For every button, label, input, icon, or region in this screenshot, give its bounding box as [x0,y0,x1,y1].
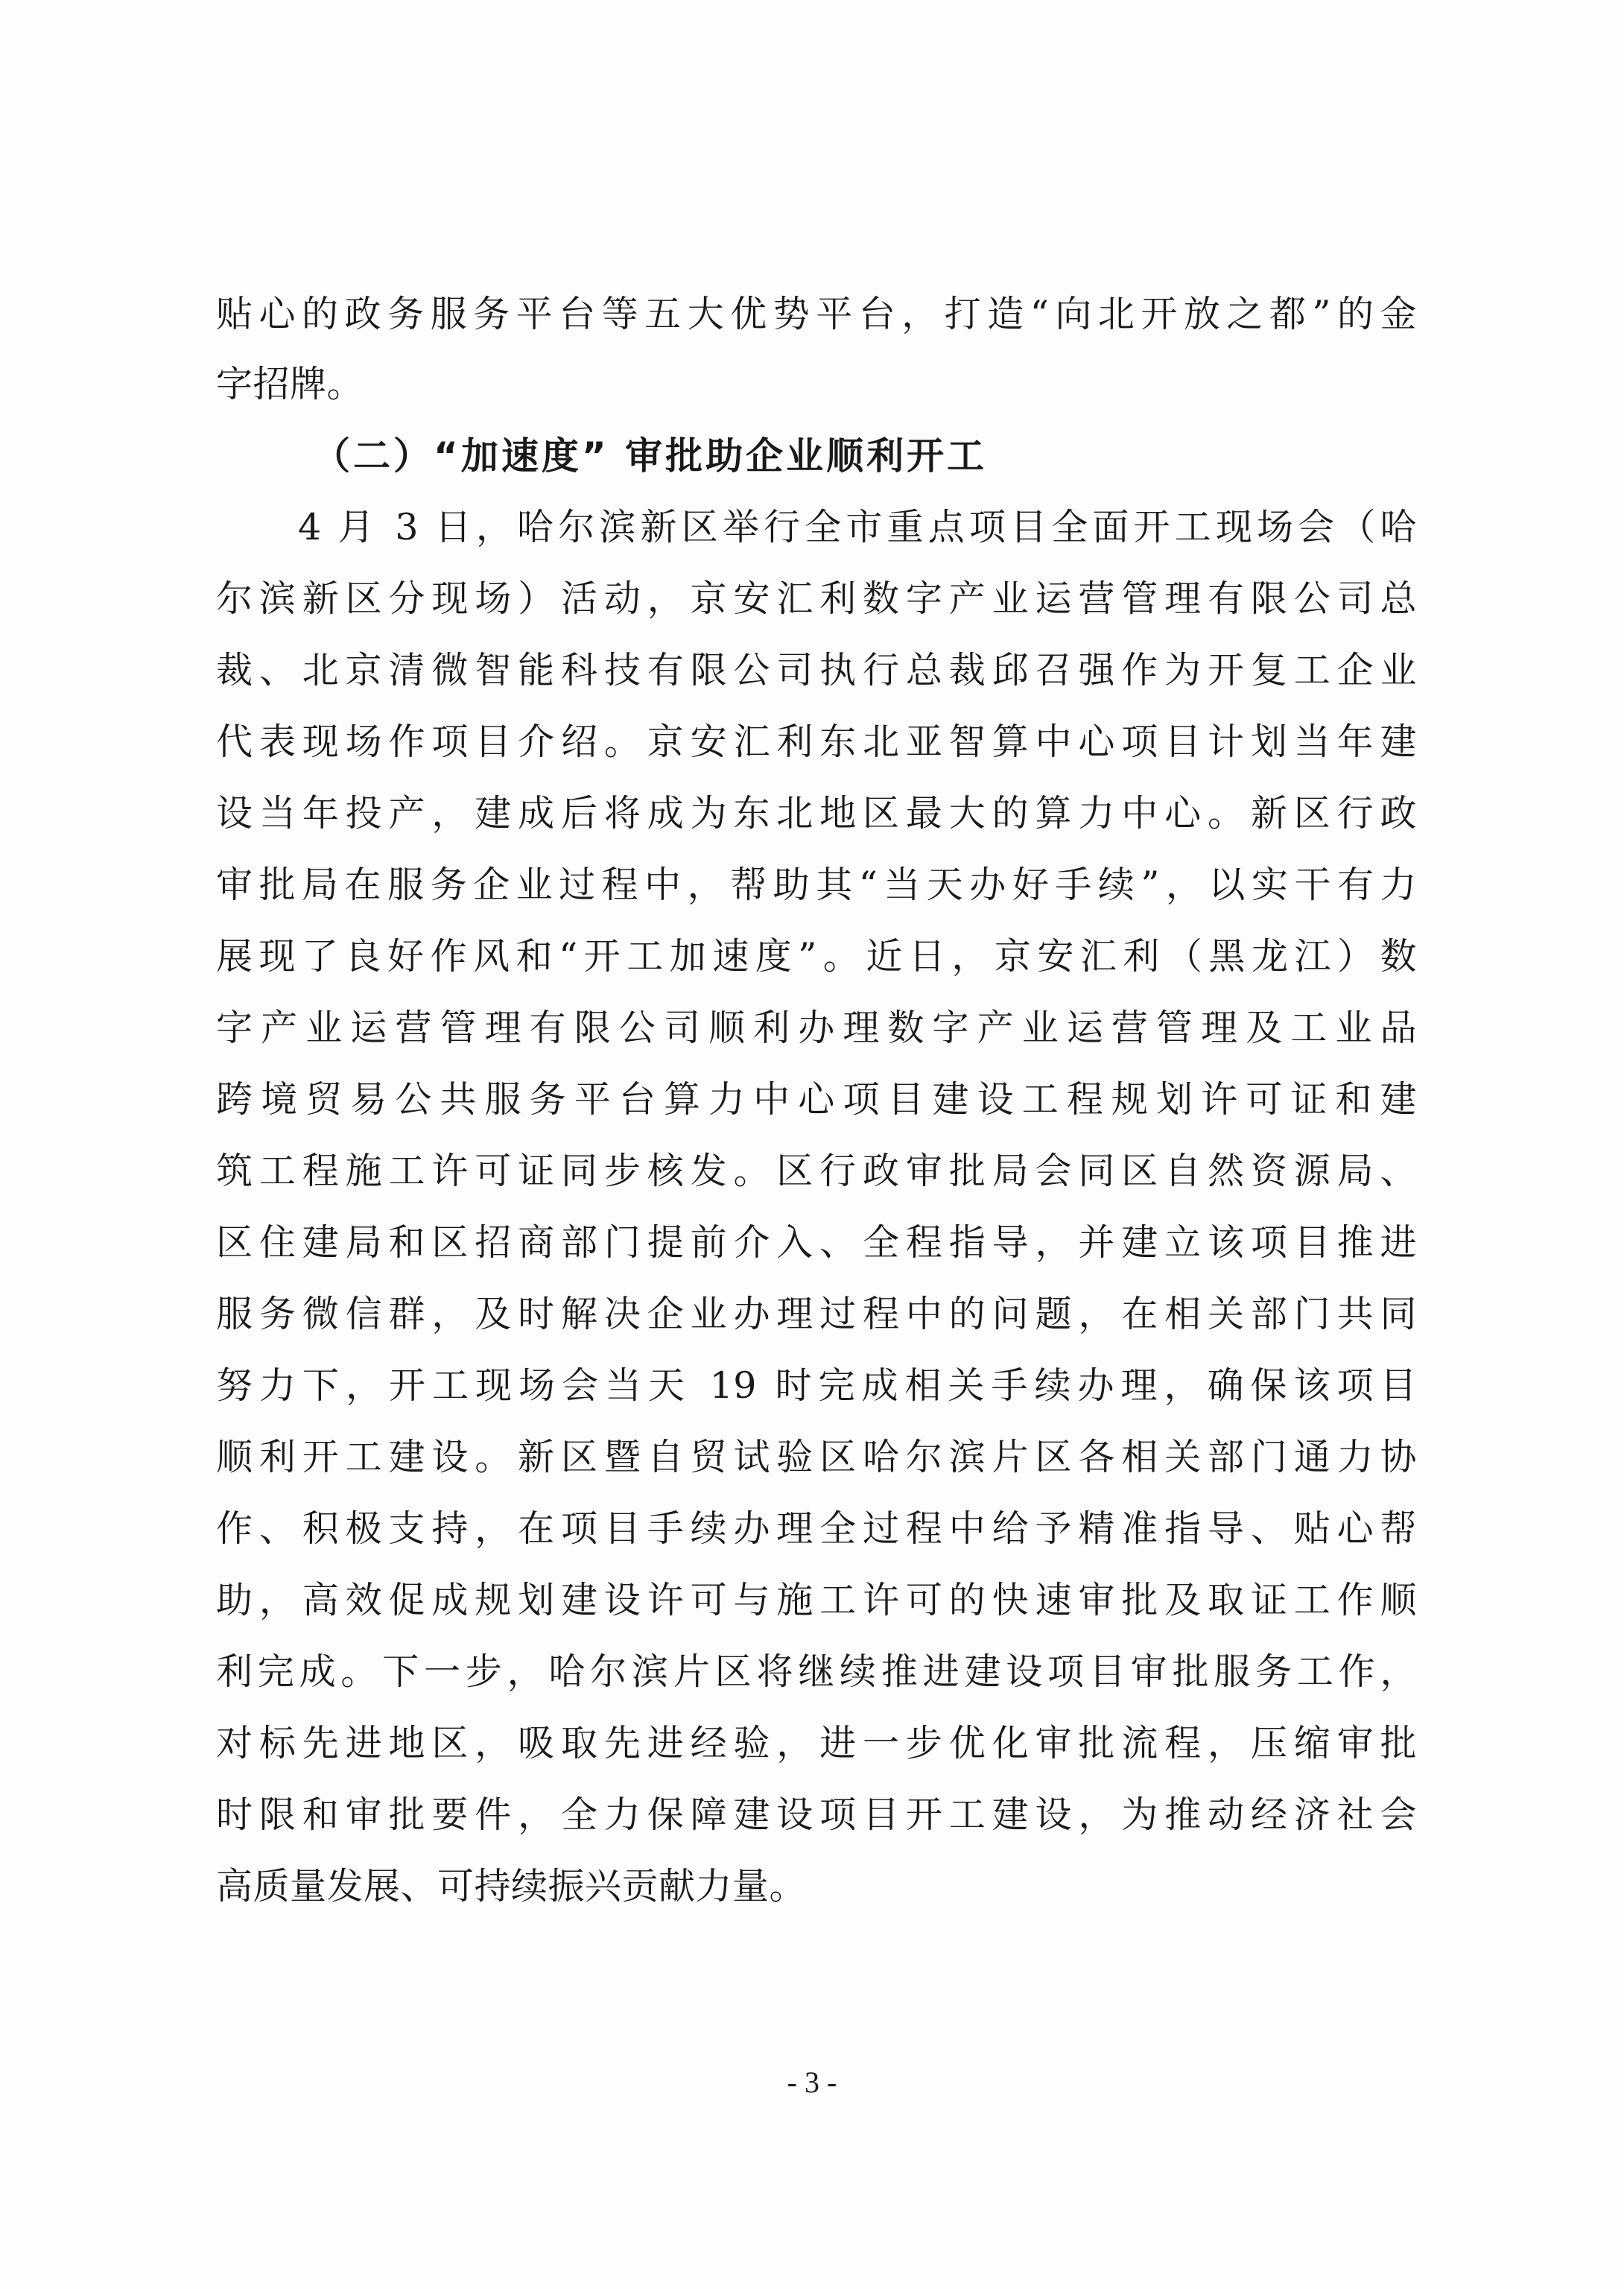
paragraph-line: 审批局在服务企业过程中，帮助其“当天办好手续”，以实干有力 [216,864,1417,906]
paragraph-line: 区住建局和区招商部门提前介入、全程指导，并建立该项目推进 [216,1221,1417,1264]
paragraph-line: 筑工程施工许可证同步核发。区行政审批局会同区自然资源局、 [216,1150,1417,1192]
paragraph-line: 助，高效促成规划建设许可与施工许可的快速审批及取证工作顺 [216,1579,1417,1621]
paragraph-line: 服务微信群，及时解决企业办理过程中的问题，在相关部门共同 [216,1293,1417,1335]
paragraph-line: 对标先进地区，吸取先进经验，进一步优化审批流程，压缩审批 [216,1722,1417,1764]
paragraph-line: 设当年投产，建成后将成为东北地区最大的算力中心。新区行政 [216,792,1417,835]
paragraph-line: 代表现场作项目介绍。京安汇利东北亚智算中心项目计划当年建 [216,721,1417,763]
page-number: - 3 - [787,2065,837,2099]
paragraph-line: 作、积极支持，在项目手续办理全过程中给予精准指导、贴心帮 [216,1507,1417,1550]
paragraph-line: 字招牌。 [216,363,364,405]
section-heading: （二）“加速度” 审批助企业顺利开工 [313,434,988,478]
paragraph-line: 时限和审批要件，全力保障建设项目开工建设，为推动经济社会 [216,1793,1417,1836]
paragraph-line: 利完成。下一步，哈尔滨片区将继续推进建设项目审批服务工作， [216,1650,1417,1693]
paragraph-line: 尔滨新区分现场）活动，京安汇利数字产业运营管理有限公司总 [216,577,1417,620]
paragraph-line: 裁、北京清微智能科技有限公司执行总裁邱召强作为开复工企业 [216,649,1417,691]
paragraph-line: 努力下，开工现场会当天 19 时完成相关手续办理，确保该项目 [216,1364,1417,1407]
paragraph-line: 展现了良好作风和“开工加速度”。近日，京安汇利（黑龙江）数 [216,935,1417,978]
paragraph-line: 顺利开工建设。新区暨自贸试验区哈尔滨片区各相关部门通力协 [216,1436,1417,1478]
paragraph-line: 高质量发展、可持续振兴贡献力量。 [216,1865,807,1908]
paragraph-line: 贴心的政务服务平台等五大优势平台，打造“向北开放之都”的金 [216,293,1417,335]
paragraph-line: 跨境贸易公共服务平台算力中心项目建设工程规划许可证和建 [216,1078,1417,1121]
paragraph-line: 字产业运营管理有限公司顺利办理数字产业运营管理及工业品 [216,1007,1417,1049]
paragraph-line: 4 月 3 日，哈尔滨新区举行全市重点项目全面开工现场会（哈 [298,506,1417,548]
